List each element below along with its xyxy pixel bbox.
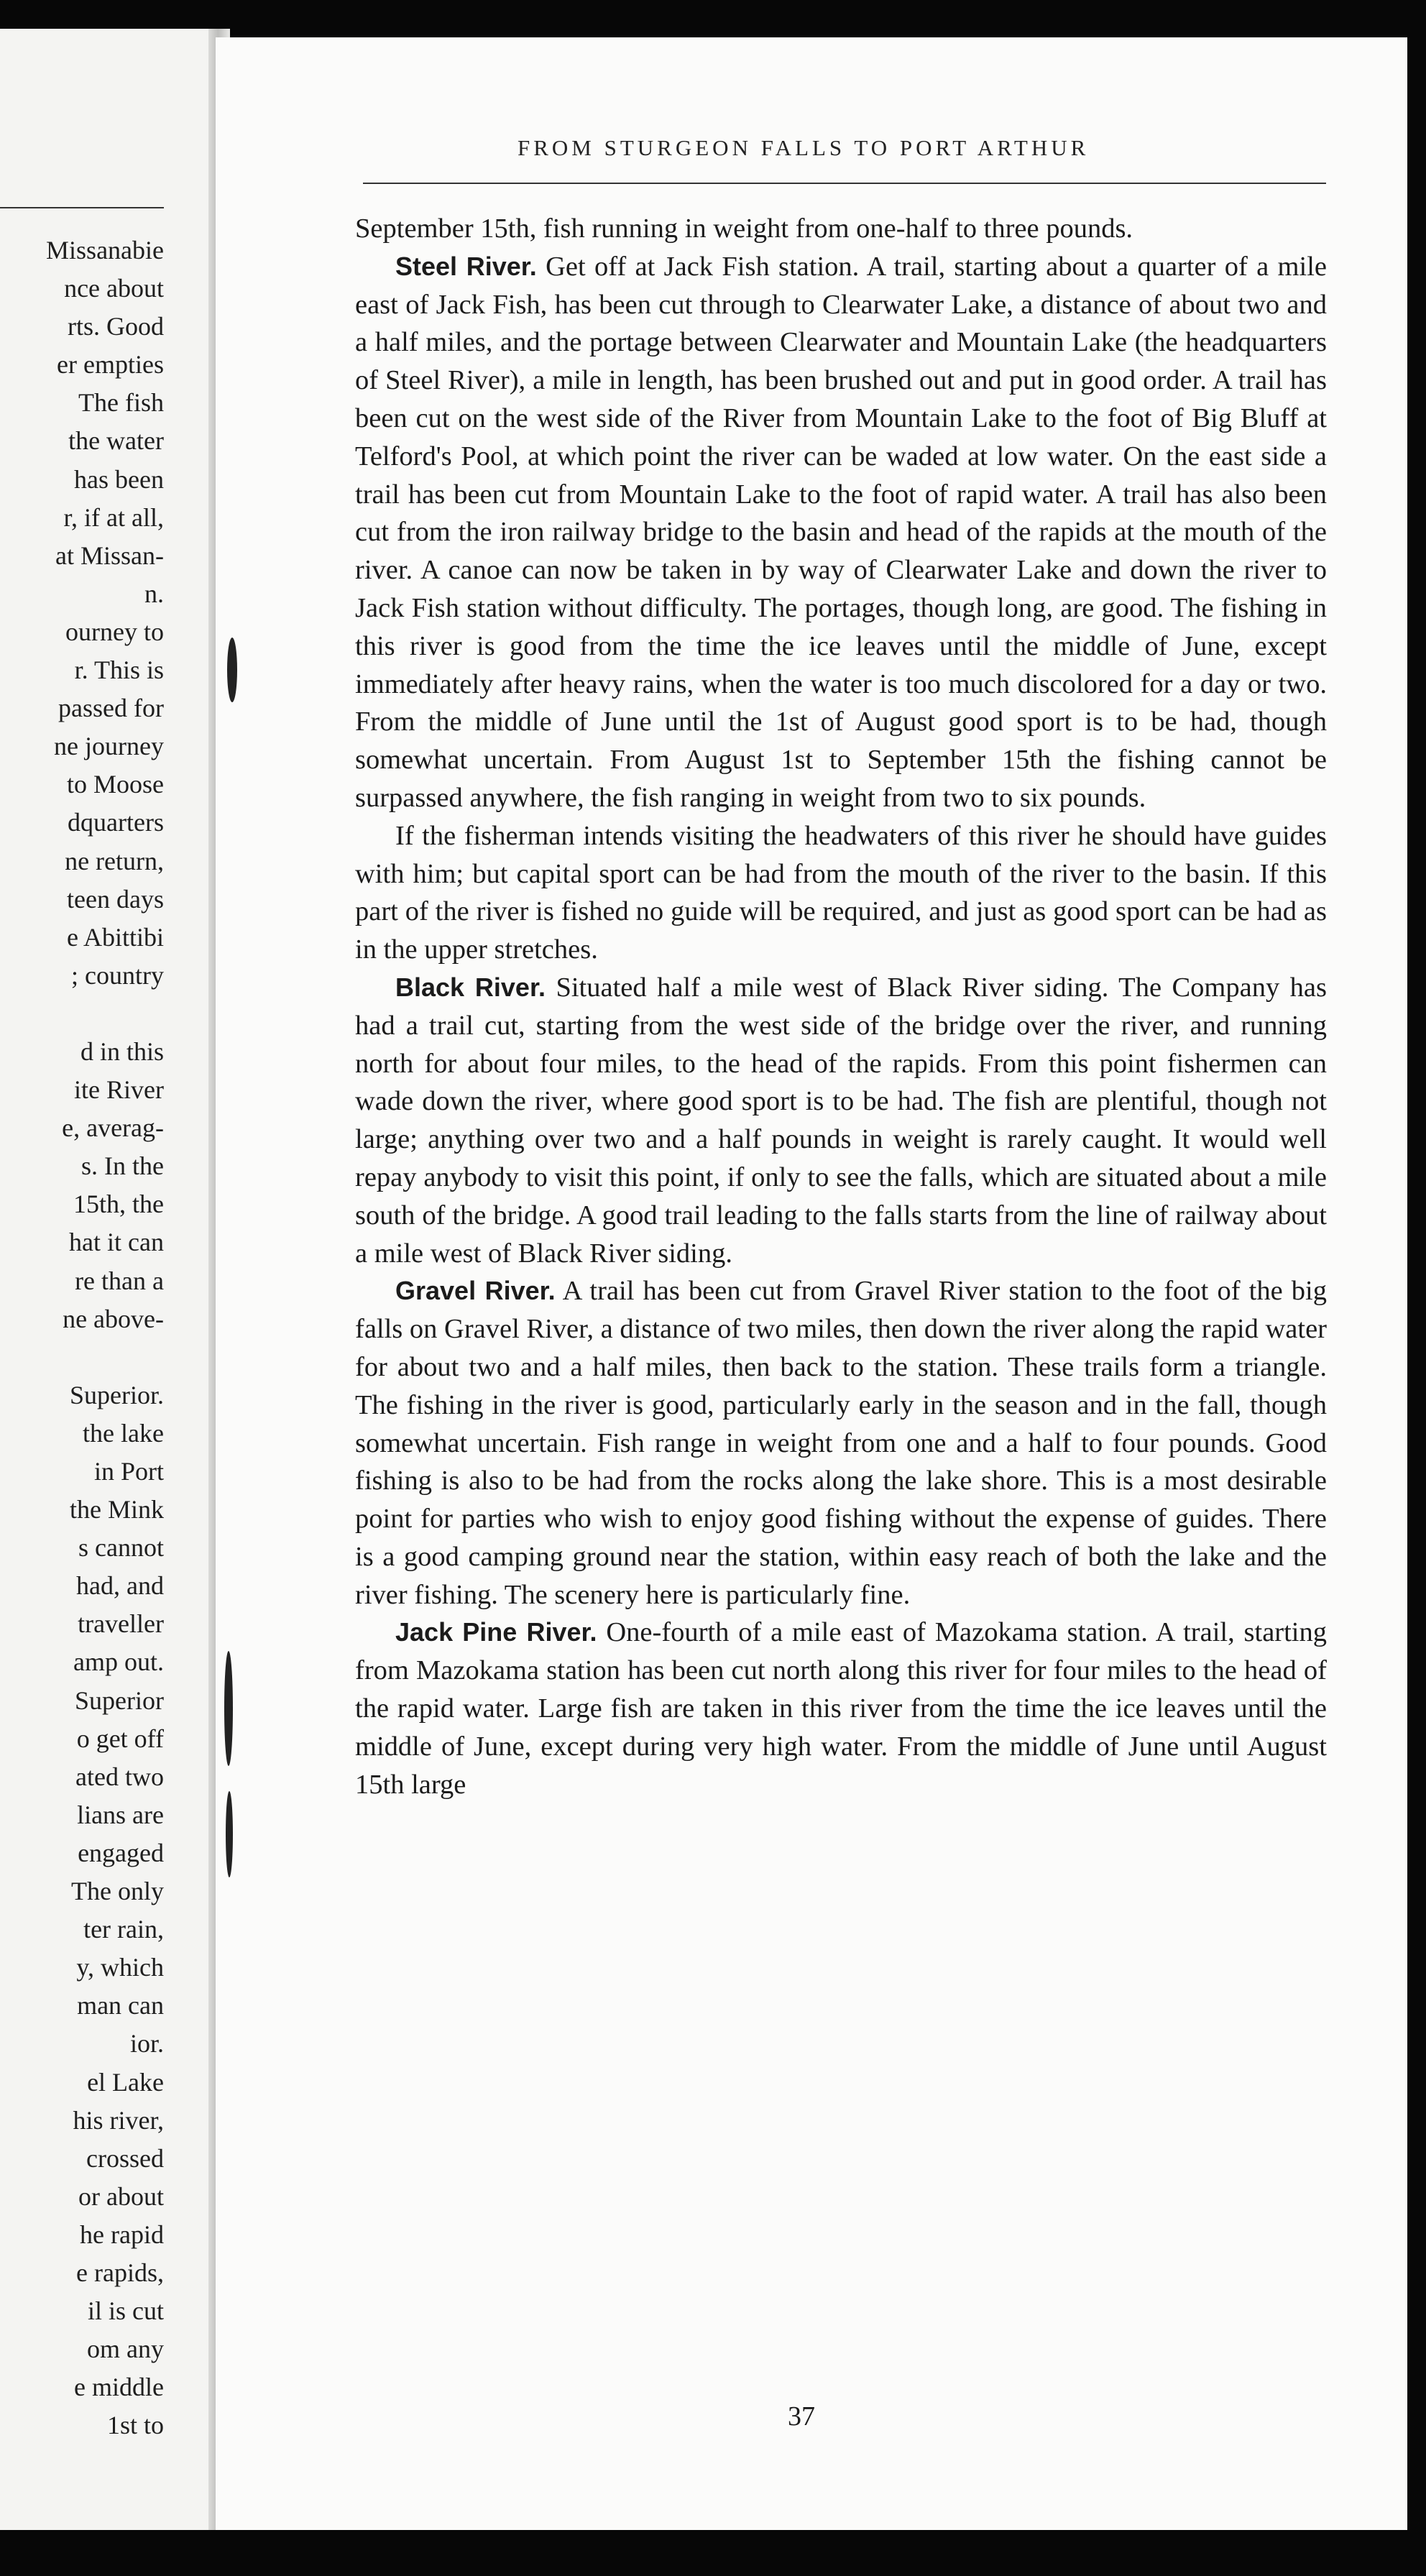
facing-page-line: has been [74,464,164,494]
facing-page-line: o get off [76,1724,164,1753]
facing-page-column [0,231,164,2444]
facing-page-line: ne return, [65,846,164,875]
facing-page-line: 1st to [106,2411,164,2440]
facing-page-line: man can [77,1991,164,2020]
facing-page-line: passed for [58,694,164,723]
facing-page-line: The fish [78,388,164,418]
facing-page-line: ter rain, [83,1915,164,1944]
facing-page-line: s. In the [81,1151,164,1181]
facing-page-line: teen days [67,884,164,914]
facing-page-rule [0,207,164,208]
binding-mark [224,1651,233,1766]
binding-mark [226,1791,233,1877]
facing-page-line: re than a [75,1266,164,1295]
facing-page-line: dquarters [68,808,164,837]
facing-page-line: ated two [75,1762,164,1791]
facing-page-line: d in this [80,1036,164,1066]
facing-page-line [0,995,164,1033]
running-head: FROM STURGEON FALLS TO PORT ARTHUR [518,135,1090,160]
page-number: 37 [788,2401,815,2432]
facing-page-line: he rapid [80,2220,164,2249]
section-heading-gravel-river: Gravel River. [395,1276,556,1306]
facing-page-line: r. This is [74,656,164,685]
facing-page-line: e middle [74,2373,164,2402]
facing-page-line [0,1338,164,1376]
facing-page-line: rts. Good [68,312,164,341]
header-rule [363,183,1326,184]
facing-page-line: traveller [78,1609,164,1639]
facing-page-line: engaged [78,1838,164,1867]
scan-border-bottom [0,2530,1426,2576]
facing-page-line: n. [144,579,164,608]
facing-page-line: r, if at all, [63,502,164,532]
facing-page-line: Superior [75,1685,164,1715]
scan-border-right [1407,0,1426,2576]
section-heading-steel-river: Steel River. [395,251,537,281]
section-heading-black-river: Black River. [395,972,546,1002]
facing-page-line: 15th, the [73,1190,164,1219]
facing-page-line: e, averag- [62,1113,164,1143]
facing-page-line: ite River [74,1075,164,1105]
facing-page-line: Superior. [70,1380,164,1409]
paragraph-text: Situated half a mile west of Black River siding. The Company has had a trail cut, starting from the west side of the bridge over the river, and running north for about four miles, to the head of the rapids. From this point fishermen can wade down the river, where good sport is to be had. The fish are plentiful, though not large; anything over two and a half pounds in weight is rarely caught. It would well repay anybody to visit this point, if only to see the falls, which are situated about a mile south of the bridge. A good trail leading to the falls starts from the line of railway about a mile west of Black River siding. [355,972,1327,1269]
facing-page-line: ne above- [63,1304,164,1333]
facing-page-line: the lake [83,1418,164,1448]
facing-page-line: ; country [71,960,164,990]
facing-page-line: Missanabie [46,236,164,264]
facing-page-line: ourney to [65,617,164,646]
facing-page-line: om any [87,2334,164,2364]
paragraph-gravel-river [355,1272,1327,1614]
paragraph-headwaters: If the fisherman intends visiting the headwaters of this river he should have guides with him; but capital sport can be had from the mouth of the river to the basin. If this part of the river is fished no guide will be required, and just as good sport can be had as in the upper stretches. [355,820,1327,965]
facing-page-line: the water [68,426,164,456]
facing-page-line: e rapids, [76,2258,164,2287]
facing-page-line: his river, [73,2105,164,2135]
paragraph-text: Get off at Jack Fish station. A trail, starting about a quarter of a mile east of Jack Fish, has been cut through to Clearwater Lake, a distance of about two and a half miles, and the portage between Clearwater and Mountain Lake (the headquarters of Steel River), a mile in length, has been brushed out and put in good order. A trail has been cut on the west side of the River from Mountain Lake to the foot of Big Bluff at Telford's Pool, at which point the river can be waded at low water. On the east side a trail has been cut from Mountain Lake to the foot of rapid water. A trail has also been cut from the iron railway bridge to the basin and head of the rapids at the mouth of the river. A canoe can now be taken in by way of Clearwater Lake and down the river to Jack Fish station without difficulty. The portages, though long, are good. The fishing in this river is good from the time the ice leaves until the middle of June, except immediately after heavy rains, when the water is too much discolored for a day or two. From the middle of June until the 1st of August good sport is to be had, though somewhat uncertain. From August 1st to September 15th the fishing cannot be surpassed anywhere, the fish ranging in weight from two to six pounds. [355,251,1327,813]
paragraph-steel-river [355,248,1327,817]
facing-page-line: nce about [64,274,164,303]
facing-page-line: at Missan- [55,540,164,570]
paragraph-text: One-fourth of a mile east of Mazokama station. A trail, starting from Mazokama station has been cut north along this river for four miles to the head of the rapid water. Large fish are taken in this river from the time the ice leaves until the middle of June, except during very high water. From the middle of June until August 15th large [355,1617,1328,1800]
paragraph-text: A trail has been cut from Gravel River station to the foot of the big falls on Gravel River, a distance of two miles, then down the river along the rapid water for about two and a half miles, then back to the station. These trails form a triangle. The fishing in the river is good, particularly early in the season and in the fall, though somewhat uncertain. Fish range in weight from one and a half to four pounds. Good fishing is also to be had from the rocks along the lake shore. This is a most desirable point for parties who wish to enjoy good fishing without the expense of guides. There is a good camping ground near the station, within easy reach of both the lake and the river fishing. The scenery here is particularly fine. [355,1276,1327,1610]
main-text-column [355,210,1327,1803]
facing-page-line: s cannot [78,1533,164,1563]
facing-page-line: to Moose [67,770,164,799]
facing-page-line: y, which [76,1953,164,1982]
facing-page-line: in Port [93,1457,164,1486]
facing-page-line: hat it can [69,1228,164,1257]
facing-page-line: the Mink [70,1495,164,1524]
facing-page-line: had, and [76,1571,164,1601]
facing-page-line: lians are [77,1800,164,1829]
paragraph-continuation: September 15th, fish running in weight from one-half to three pounds. [355,213,1133,244]
facing-page-line: The only [71,1877,164,1906]
facing-page-line: or about [78,2181,164,2211]
facing-page-line: il is cut [88,2296,164,2326]
facing-page-line: er empties [57,350,164,380]
facing-page-line: el Lake [87,2067,164,2097]
paragraph-black-river [355,969,1327,1272]
section-heading-jack-pine-river: Jack Pine River. [395,1617,597,1647]
binding-mark [227,638,237,702]
paragraph-jack-pine-river [355,1614,1327,1803]
facing-page-line: amp out. [73,1647,164,1677]
facing-page-line: ne journey [54,732,164,761]
facing-page-line: e Abittibi [67,922,164,952]
facing-page-line: crossed [86,2143,164,2173]
facing-page [0,29,216,2537]
facing-page-line: ior. [129,2029,164,2058]
